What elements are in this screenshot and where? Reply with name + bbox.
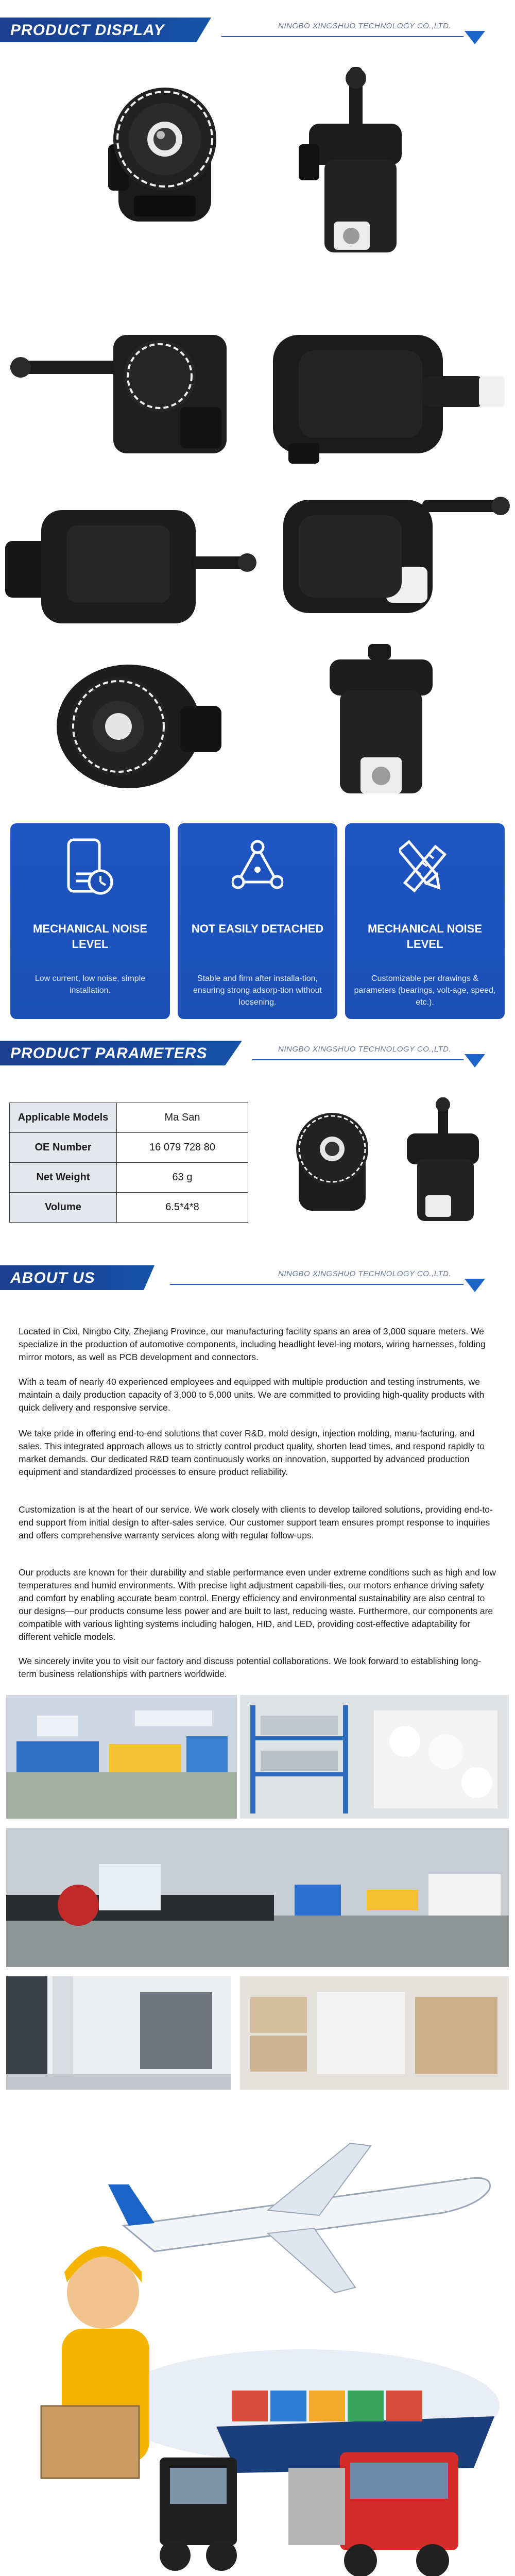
param-key: Volume [10, 1193, 117, 1223]
param-key: Net Weight [10, 1163, 117, 1193]
feature-card-noise [10, 823, 170, 1019]
pencil-ruler-icon [399, 838, 451, 900]
down-arrow-icon [465, 1054, 485, 1067]
feature-description: Low current, low noise, simple installation. [35, 974, 146, 995]
product-photo-angled-left [10, 314, 242, 464]
param-value: Ma San [117, 1103, 248, 1133]
table-row [10, 1133, 248, 1163]
down-arrow-icon [465, 31, 485, 44]
company-name: NINGBO XINGSHUO TECHNOLOGY CO.,LTD. [278, 1045, 452, 1054]
product-photo-small-front [319, 644, 443, 809]
product-photo-shaft-right [268, 479, 510, 634]
feature-description: Stable and firm after installa-tion, ensuring strong adsorp-tion without loosening. [193, 974, 322, 1007]
product-photo-round-angled [41, 654, 227, 799]
param-key: OE Number [10, 1133, 117, 1163]
section-title: PRODUCT PARAMETERS [10, 1045, 208, 1062]
param-value: 63 g [117, 1163, 248, 1193]
product-photo-box-side [268, 319, 510, 469]
company-name: NINGBO XINGSHUO TECHNOLOGY CO.,LTD. [278, 1269, 452, 1278]
factory-photo-office [6, 1976, 231, 2090]
company-name: NINGBO XINGSHUO TECHNOLOGY CO.,LTD. [278, 22, 452, 30]
header-rule [221, 36, 464, 37]
feature-card-detach [178, 823, 337, 1019]
param-value: 6.5*4*8 [117, 1193, 248, 1223]
product-photo-connector [5, 484, 258, 634]
battery-phone-icon [64, 838, 116, 900]
product-photo-params-round [288, 1108, 376, 1216]
header-rule [252, 1059, 464, 1060]
section-title: PRODUCT DISPLAY [10, 22, 165, 39]
factory-photo-storage [240, 1976, 509, 2090]
feature-description: Customizable per drawings & parameters (bearings, volt-age, speed, etc.). [354, 974, 496, 1007]
table-row [10, 1163, 248, 1193]
factory-photo-warehouse [240, 1695, 509, 1819]
product-photo-shaft-side [288, 67, 422, 268]
parameters-table [9, 1103, 248, 1223]
about-paragraph: Located in Cixi, Ningbo City, Zhejiang Province, our manufacturing facility spans an area of 3,000 square meters. We specialize in the production of automotive components, including headlight level-ing motors, wiring harnesses, folding mirror motors, as well as PCB development and connectors. [19, 1326, 486, 1362]
feature-title: NOT EASILY DETACHED [191, 922, 324, 935]
down-arrow-icon [465, 1279, 485, 1292]
logistics-illustration [0, 2097, 515, 2576]
triangle-network-icon [232, 838, 283, 900]
param-value: 16 079 728 80 [117, 1133, 248, 1163]
feature-title: MECHANICAL NOISE LEVEL [367, 922, 483, 951]
table-row [10, 1193, 248, 1223]
product-display-header [0, 12, 515, 45]
about-paragraph: With a team of nearly 40 experienced employees and equipped with multiple production and testing instruments, we maintain a daily production capacity of 3,000 to 5,000 units. We are committed to providing high-quality products with quick delivery and responsive service. [19, 1377, 485, 1413]
factory-photo-assembly-line [6, 1828, 509, 1967]
factory-photo-workshop [6, 1695, 237, 1819]
about-paragraph: Our products are known for their durability and stable performance even under extreme conditions such as high and low temperatures and humid environments. With precise light adjustment capabili-ties, our motors enhance driving safety and comfort by enabling accurate beam control. Energy efficiency and environmental sustainability are also central to our designs—our products consume less power and are built to last, reducing waste. Furthermore, our components are compatible with various lighting systems including halogen, HID, and LED, providing cost-effective adaptability for different vehicle models. [19, 1567, 496, 1642]
product-photo-params-shaft [397, 1097, 489, 1226]
feature-title: MECHANICAL NOISE LEVEL [32, 922, 148, 951]
about-paragraph: Customization is at the heart of our service. We work closely with clients to develop tailored solutions, providing end-to-end support from initial design to after-sales service. Our customer support team ensures prompt response to inquiries and offers comprehensive warranty services along with regular follow-ups. [19, 1504, 493, 1540]
feature-card-custom [345, 823, 505, 1019]
param-key: Applicable Models [10, 1103, 117, 1133]
product-photo-round-front [103, 77, 227, 232]
section-title: ABOUT US [10, 1269, 95, 1286]
about-us-header [0, 1260, 515, 1293]
header-rule [170, 1284, 464, 1285]
table-row [10, 1103, 248, 1133]
product-parameters-header [0, 1036, 515, 1069]
about-paragraph: We take pride in offering end-to-end solutions that cover R&D, mold design, injection molding, manu-facturing, and sales. This integrated approach allows us to strictly control product quality, shorten lead times, and respond rapidly to market demands. Our dedicated R&D team continuously works on innovation, supported by advanced production equipment and standardized processes to ensure product reliability. [19, 1428, 485, 1477]
about-paragraph: We sincerely invite you to visit our factory and discuss potential collaborations. We look forward to establishing long-term business relationships with partners worldwide. [19, 1656, 482, 1679]
